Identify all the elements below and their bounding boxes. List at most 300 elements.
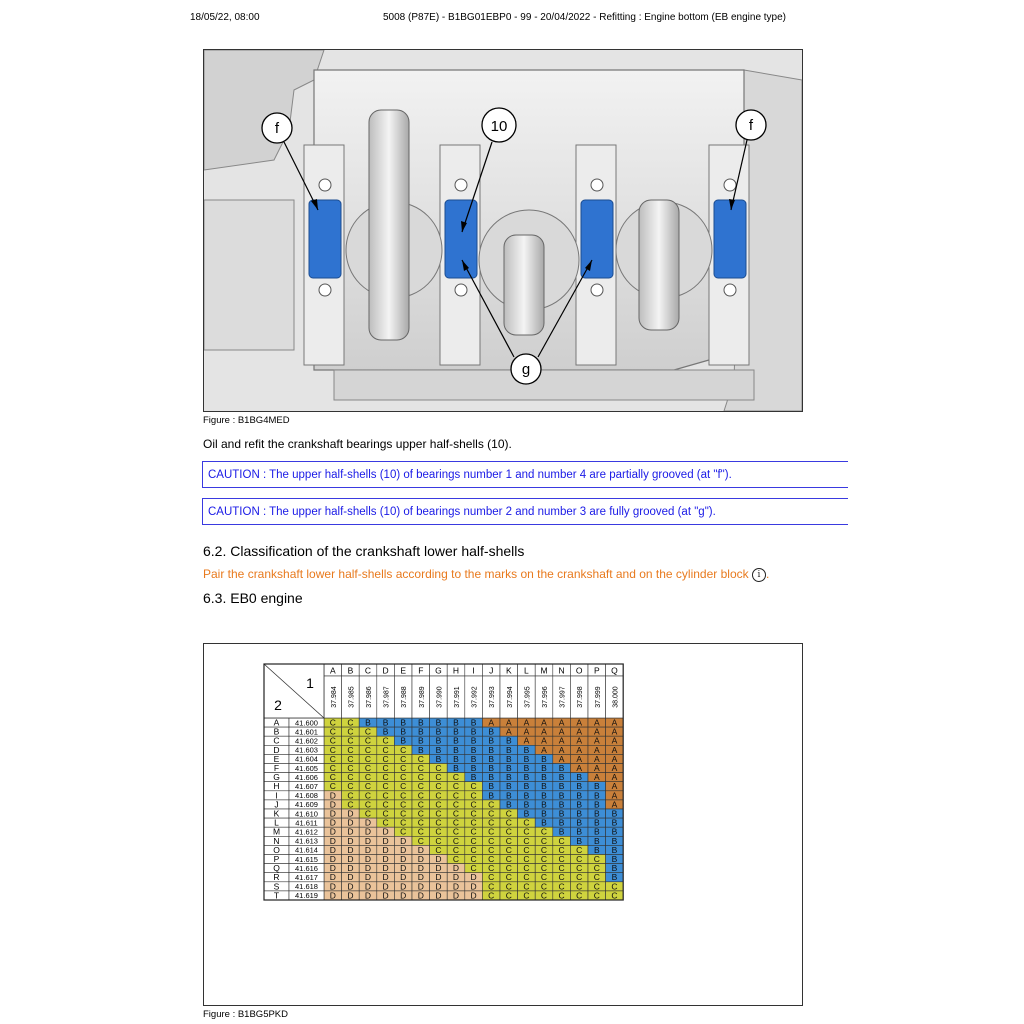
grid-cell-label: C bbox=[470, 781, 477, 792]
grid-cell-label: C bbox=[505, 881, 512, 892]
grid-cell-label: B bbox=[470, 717, 477, 728]
grid-cell-label: B bbox=[453, 753, 459, 764]
col-letter: B bbox=[347, 665, 354, 676]
col-letter: Q bbox=[611, 665, 618, 676]
grid-cell-label: A bbox=[541, 744, 547, 755]
grid-cell-label: C bbox=[435, 808, 442, 819]
row-value: 41.605 bbox=[295, 763, 318, 773]
grid-cell-label: B bbox=[400, 717, 407, 728]
row-letter: B bbox=[273, 726, 280, 737]
grid-cell-label: C bbox=[470, 826, 477, 837]
grid-cell-label: B bbox=[576, 808, 583, 819]
grid-cell-label: D bbox=[435, 890, 442, 901]
row-value: 41.616 bbox=[295, 863, 318, 873]
grid-cell-label: A bbox=[558, 744, 565, 755]
row-letter: I bbox=[275, 790, 278, 801]
grid-cell-label: A bbox=[488, 717, 495, 728]
grid-cell-label: B bbox=[593, 835, 600, 846]
grid-cell-label: C bbox=[488, 835, 495, 846]
grid-cell-label: B bbox=[488, 763, 495, 773]
grid-cell-label: B bbox=[593, 808, 600, 819]
grid-cell-label: C bbox=[576, 890, 583, 901]
grid-cell-label: C bbox=[382, 735, 389, 746]
instruction-text: Oil and refit the crankshaft bearings upper half-shells (10). bbox=[203, 437, 512, 451]
grid-cell-label: B bbox=[541, 763, 547, 773]
row-value: 41.600 bbox=[295, 718, 318, 728]
grid-cell-label: C bbox=[523, 817, 530, 828]
grid-cell-label: B bbox=[505, 772, 512, 783]
grid-cell-label: B bbox=[417, 744, 424, 755]
grid-cell-label: D bbox=[347, 881, 354, 892]
grid-cell-label: D bbox=[364, 881, 372, 892]
corner-bottom-label: 2 bbox=[274, 697, 282, 713]
grid-cell-label: C bbox=[452, 781, 460, 792]
grid-cell-label: B bbox=[505, 790, 512, 801]
info-circle-icon[interactable]: i bbox=[752, 568, 766, 582]
grid-cell-label: D bbox=[329, 817, 336, 828]
grid-cell-label: C bbox=[470, 790, 477, 801]
grid-cell-label: C bbox=[347, 799, 354, 810]
caution-box-2 bbox=[202, 498, 848, 525]
grid-cell-label: C bbox=[347, 717, 354, 728]
caution-text: : The upper half-shells (10) of bearings number 1 and number 4 are partially grooved (at "f"). bbox=[259, 469, 732, 481]
grid-cell-label: D bbox=[329, 872, 336, 883]
grid-cell-label: D bbox=[347, 854, 354, 864]
grid-cell-label: C bbox=[488, 854, 495, 864]
grid-cell-label: D bbox=[452, 863, 460, 874]
grid-cell-label: C bbox=[576, 881, 583, 892]
grid-cell-label: C bbox=[611, 881, 618, 892]
grid-cell-label: C bbox=[382, 808, 389, 819]
col-letter: O bbox=[575, 665, 583, 676]
grid-cell-label: C bbox=[576, 872, 583, 883]
grid-cell-label: B bbox=[470, 772, 477, 783]
grid-cell-label: C bbox=[470, 854, 477, 864]
grid-cell-label: A bbox=[611, 772, 618, 783]
grid-cell-label: C bbox=[329, 781, 336, 792]
grid-cell-label: C bbox=[400, 763, 407, 773]
grid-cell-label: C bbox=[523, 863, 530, 874]
row-letter: S bbox=[273, 881, 280, 892]
grid-cell-label: A bbox=[541, 717, 547, 728]
grid-cell-label: B bbox=[523, 753, 530, 764]
grid-cell-label: D bbox=[329, 863, 336, 874]
grid-cell-label: B bbox=[611, 826, 618, 837]
grid-cell-label: C bbox=[452, 799, 460, 810]
grid-cell-label: B bbox=[505, 753, 512, 764]
grid-cell-label: B bbox=[558, 763, 565, 773]
grid-cell-label: C bbox=[488, 881, 495, 892]
grid-cell-label: D bbox=[452, 872, 460, 883]
grid-cell-label: C bbox=[417, 808, 424, 819]
grid-cell-label: B bbox=[435, 735, 442, 746]
grid-cell-label: C bbox=[593, 872, 600, 883]
row-letter: Q bbox=[273, 863, 280, 874]
grid-cell-label: C bbox=[382, 799, 389, 810]
grid-cell-label: C bbox=[470, 817, 477, 828]
grid-cell-label: B bbox=[435, 726, 442, 737]
header-doc-ref: 5008 (P87E) - B1BG01EBP0 - 99 - 20/04/2022 - Refitting : Engine bottom (EB engine type) bbox=[383, 12, 787, 23]
grid-cell-label: D bbox=[382, 854, 389, 864]
col-value: 38.000 bbox=[612, 686, 620, 708]
col-letter: G bbox=[435, 665, 442, 676]
col-letter: F bbox=[418, 665, 424, 676]
grid-cell-label: C bbox=[558, 854, 565, 864]
row-value: 41.612 bbox=[295, 827, 318, 837]
grid-cell-label: C bbox=[505, 844, 512, 855]
row-value: 41.614 bbox=[295, 845, 318, 855]
col-letter: J bbox=[489, 665, 494, 676]
col-value: 37.997 bbox=[559, 686, 567, 708]
grid-cell-label: D bbox=[347, 844, 354, 855]
grid-cell-label: C bbox=[435, 781, 442, 792]
grid-cell-label: A bbox=[611, 781, 618, 792]
col-letter: A bbox=[329, 665, 336, 676]
grid-cell-label: C bbox=[382, 781, 389, 792]
grid-cell-label: A bbox=[558, 726, 565, 737]
grid-cell-label: A bbox=[593, 753, 600, 764]
grid-cell-label: D bbox=[364, 844, 372, 855]
col-value: 37.999 bbox=[594, 686, 602, 708]
grid-cell-label: C bbox=[611, 890, 618, 901]
grid-cell-label: D bbox=[400, 854, 407, 864]
grid-cell-label: C bbox=[523, 881, 530, 892]
col-value: 37.987 bbox=[383, 686, 391, 708]
grid-cell-label: B bbox=[488, 735, 495, 746]
grid-cell-label: D bbox=[417, 863, 424, 874]
row-letter: T bbox=[273, 890, 280, 901]
col-letter: P bbox=[593, 665, 600, 676]
grid-cell-label: C bbox=[400, 826, 407, 837]
grid-cell-label: B bbox=[576, 781, 583, 792]
grid-cell-label: D bbox=[382, 881, 389, 892]
grid-cell-label: D bbox=[435, 863, 442, 874]
figure1-caption: Figure : B1BG4MED bbox=[203, 415, 290, 426]
grid-cell-label: D bbox=[417, 872, 424, 883]
grid-cell-label: D bbox=[347, 890, 354, 901]
row-value: 41.606 bbox=[295, 772, 318, 782]
grid-cell-label: C bbox=[452, 844, 460, 855]
grid-cell-label: A bbox=[576, 753, 583, 764]
grid-cell-label: D bbox=[382, 872, 389, 883]
grid-cell-label: B bbox=[541, 753, 547, 764]
grid-cell-label: B bbox=[523, 790, 530, 801]
grid-cell-label: B bbox=[488, 772, 495, 783]
grid-cell-label: D bbox=[417, 844, 424, 855]
grid-cell-label: C bbox=[470, 835, 477, 846]
grid-cell-label: B bbox=[523, 799, 530, 810]
classification-figure bbox=[203, 643, 803, 1006]
grid-cell-label: C bbox=[558, 835, 565, 846]
grid-cell-label: C bbox=[400, 808, 407, 819]
grid-cell-label: B bbox=[470, 735, 477, 746]
row-value: 41.609 bbox=[295, 800, 318, 810]
col-letter: M bbox=[540, 665, 548, 676]
grid-cell-label: D bbox=[400, 890, 407, 901]
grid-cell-label: C bbox=[435, 799, 442, 810]
grid-cell-label: B bbox=[505, 744, 512, 755]
grid-cell-label: A bbox=[541, 726, 547, 737]
grid-cell-label: C bbox=[400, 799, 407, 810]
row-letter: R bbox=[273, 872, 280, 883]
grid-cell-label: B bbox=[470, 763, 477, 773]
col-value: 37.988 bbox=[401, 686, 409, 708]
col-letter: K bbox=[505, 665, 512, 676]
grid-cell-label: B bbox=[576, 790, 583, 801]
grid-cell-label: B bbox=[593, 844, 600, 855]
grid-cell-label: C bbox=[435, 763, 442, 773]
grid-cell-label: B bbox=[488, 781, 495, 792]
grid-cell-label: C bbox=[540, 890, 548, 901]
grid-cell-label: A bbox=[611, 799, 618, 810]
grid-cell-label: C bbox=[558, 872, 565, 883]
row-letter: F bbox=[273, 763, 280, 773]
grid-cell-label: B bbox=[365, 717, 371, 728]
grid-cell-label: C bbox=[400, 753, 407, 764]
grid-cell-label: C bbox=[329, 772, 336, 783]
grid-cell-label: C bbox=[364, 735, 372, 746]
grid-cell-label: B bbox=[611, 854, 618, 864]
grid-cell-label: C bbox=[452, 817, 460, 828]
col-value: 37.984 bbox=[330, 686, 338, 708]
grid-cell-label: D bbox=[382, 826, 389, 837]
col-letter: I bbox=[472, 665, 475, 676]
grid-cell-label: B bbox=[523, 808, 530, 819]
grid-cell-label: C bbox=[435, 844, 442, 855]
grid-cell-label: C bbox=[540, 854, 548, 864]
grid-cell-label: B bbox=[453, 763, 459, 773]
grid-cell-label: B bbox=[593, 799, 600, 810]
grid-cell-label: B bbox=[611, 808, 618, 819]
grid-cell-label: D bbox=[364, 863, 372, 874]
col-value: 37.994 bbox=[506, 686, 514, 708]
grid-cell-label: C bbox=[329, 735, 336, 746]
grid-cell-label: D bbox=[329, 799, 336, 810]
row-letter: O bbox=[273, 844, 280, 855]
grid-cell-label: B bbox=[541, 790, 547, 801]
grid-cell-label: C bbox=[505, 872, 512, 883]
grid-cell-label: A bbox=[523, 717, 530, 728]
grid-cell-label: C bbox=[435, 835, 442, 846]
col-value: 37.992 bbox=[471, 686, 479, 708]
grid-cell-label: A bbox=[558, 753, 565, 764]
row-value: 41.608 bbox=[295, 791, 318, 801]
grid-cell-label: C bbox=[452, 854, 460, 864]
grid-cell-label: D bbox=[329, 790, 336, 801]
grid-cell-label: C bbox=[593, 854, 600, 864]
grid-cell-label: C bbox=[435, 790, 442, 801]
grid-cell-label: D bbox=[470, 890, 477, 901]
grid-cell-label: C bbox=[452, 772, 460, 783]
caution-keyword: CAUTION bbox=[208, 469, 260, 481]
grid-cell-label: D bbox=[382, 863, 389, 874]
grid-cell-label: C bbox=[488, 826, 495, 837]
col-letter: C bbox=[364, 665, 372, 676]
grid-cell-label: B bbox=[593, 790, 600, 801]
engine-block-illustration bbox=[204, 50, 802, 411]
grid-cell-label: B bbox=[523, 781, 530, 792]
grid-cell-label: B bbox=[453, 717, 459, 728]
row-value: 41.601 bbox=[295, 727, 318, 737]
grid-cell-label: C bbox=[347, 772, 354, 783]
grid-cell-label: A bbox=[576, 744, 583, 755]
grid-cell-label: C bbox=[523, 890, 530, 901]
grid-cell-label: C bbox=[540, 881, 548, 892]
grid-cell-label: A bbox=[611, 735, 618, 746]
grid-cell-label: B bbox=[611, 844, 618, 855]
grid-cell-label: B bbox=[417, 735, 424, 746]
grid-cell-label: C bbox=[505, 826, 512, 837]
grid-cell-label: C bbox=[576, 854, 583, 864]
grid-cell-label: C bbox=[364, 799, 372, 810]
row-value: 41.610 bbox=[295, 809, 318, 819]
grid-cell-label: B bbox=[505, 735, 512, 746]
grid-cell-label: D bbox=[329, 826, 336, 837]
grid-cell-label: C bbox=[593, 881, 600, 892]
grid-cell-label: B bbox=[523, 744, 530, 755]
grid-cell-label: B bbox=[470, 753, 477, 764]
grid-cell-label: C bbox=[488, 799, 495, 810]
grid-cell-label: C bbox=[382, 790, 389, 801]
col-value: 37.998 bbox=[577, 686, 585, 708]
grid-cell-label: B bbox=[541, 799, 547, 810]
grid-cell-label: B bbox=[400, 735, 407, 746]
grid-cell-label: D bbox=[329, 881, 336, 892]
grid-cell-label: C bbox=[400, 772, 407, 783]
grid-cell-label: B bbox=[611, 817, 618, 828]
grid-cell-label: A bbox=[576, 763, 583, 773]
col-value: 37.995 bbox=[524, 686, 532, 708]
grid-cell-label: C bbox=[417, 772, 424, 783]
grid-cell-label: C bbox=[347, 726, 354, 737]
grid-cell-label: D bbox=[400, 835, 407, 846]
grid-cell-label: D bbox=[347, 835, 354, 846]
col-value: 37.989 bbox=[418, 686, 426, 708]
grid-cell-label: B bbox=[523, 763, 530, 773]
grid-cell-label: D bbox=[417, 881, 424, 892]
grid-cell-label: A bbox=[593, 717, 600, 728]
grid-cell-label: D bbox=[347, 808, 354, 819]
grid-cell-label: C bbox=[435, 817, 442, 828]
corner-top-label: 1 bbox=[306, 675, 314, 691]
grid-cell-label: B bbox=[488, 790, 495, 801]
grid-cell-label: D bbox=[347, 863, 354, 874]
col-value: 37.986 bbox=[366, 686, 373, 708]
grid-cell-label: C bbox=[593, 863, 600, 874]
grid-cell-label: A bbox=[593, 726, 600, 737]
grid-cell-label: B bbox=[435, 744, 442, 755]
grid-cell-label: C bbox=[347, 790, 354, 801]
row-value: 41.604 bbox=[295, 754, 318, 764]
grid-cell-label: B bbox=[541, 781, 547, 792]
grid-cell-label: B bbox=[576, 835, 583, 846]
grid-cell-label: C bbox=[488, 808, 495, 819]
grid-cell-label: C bbox=[488, 863, 495, 874]
grid-cell-label: C bbox=[470, 863, 477, 874]
col-letter: H bbox=[452, 665, 460, 676]
grid-cell-label: C bbox=[435, 826, 442, 837]
row-value: 41.613 bbox=[295, 836, 318, 846]
grid-cell-label: B bbox=[382, 717, 389, 728]
grid-cell-label: C bbox=[382, 817, 389, 828]
grid-cell-label: B bbox=[435, 753, 442, 764]
section-62-trailing: . bbox=[765, 567, 770, 581]
grid-cell-label: D bbox=[329, 835, 336, 846]
row-letter: J bbox=[274, 799, 279, 810]
grid-cell-label: C bbox=[470, 844, 477, 855]
grid-cell-label: D bbox=[364, 854, 372, 864]
grid-cell-label: C bbox=[505, 854, 512, 864]
grid-cell-label: A bbox=[593, 772, 600, 783]
grid-cell-label: B bbox=[593, 817, 600, 828]
grid-cell-label: A bbox=[611, 790, 618, 801]
grid-cell-label: A bbox=[611, 763, 618, 773]
grid-cell-label: C bbox=[488, 890, 495, 901]
caution-keyword: CAUTION bbox=[208, 506, 260, 518]
grid-cell-label: D bbox=[347, 826, 354, 837]
grid-cell-label: C bbox=[347, 763, 354, 773]
grid-cell-label: C bbox=[417, 835, 424, 846]
grid-cell-label: C bbox=[470, 799, 477, 810]
grid-cell-label: C bbox=[488, 872, 495, 883]
grid-cell-label: B bbox=[505, 763, 512, 773]
grid-cell-label: B bbox=[488, 744, 495, 755]
grid-cell-label: C bbox=[523, 844, 530, 855]
grid-cell-label: C bbox=[382, 753, 389, 764]
row-letter: H bbox=[273, 781, 280, 792]
grid-cell-label: C bbox=[593, 890, 600, 901]
grid-cell-label: D bbox=[347, 872, 354, 883]
grid-cell-label: A bbox=[505, 717, 512, 728]
grid-cell-label: C bbox=[505, 817, 512, 828]
callout-f-right-label: f bbox=[748, 117, 754, 134]
grid-cell-label: C bbox=[505, 890, 512, 901]
grid-cell-label: D bbox=[382, 835, 389, 846]
grid-cell-label: C bbox=[382, 772, 389, 783]
grid-cell-label: A bbox=[576, 717, 583, 728]
grid-cell-label: A bbox=[593, 735, 600, 746]
grid-cell-label: B bbox=[453, 735, 459, 746]
grid-cell-label: B bbox=[470, 744, 477, 755]
grid-cell-label: C bbox=[364, 753, 372, 764]
grid-cell-label: D bbox=[452, 890, 460, 901]
row-value: 41.617 bbox=[295, 873, 318, 882]
grid-cell-label: B bbox=[541, 808, 547, 819]
grid-cell-label: D bbox=[364, 872, 372, 883]
grid-cell-label: D bbox=[435, 854, 442, 864]
grid-cell-label: B bbox=[470, 726, 477, 737]
section-63-title: 6.3. EB0 engine bbox=[203, 590, 303, 606]
grid-cell-label: A bbox=[611, 726, 618, 737]
grid-cell-label: C bbox=[505, 835, 512, 846]
grid-cell-label: A bbox=[558, 735, 565, 746]
row-letter: E bbox=[273, 753, 280, 764]
grid-cell-label: C bbox=[505, 808, 512, 819]
grid-cell-label: B bbox=[576, 826, 583, 837]
grid-cell-label: C bbox=[452, 808, 460, 819]
grid-cell-label: C bbox=[364, 763, 372, 773]
grid-cell-label: C bbox=[400, 781, 407, 792]
grid-cell-label: C bbox=[364, 744, 372, 755]
grid-cell-label: C bbox=[558, 844, 565, 855]
row-value: 41.603 bbox=[295, 745, 318, 755]
grid-cell-label: A bbox=[611, 753, 618, 764]
grid-cell-label: D bbox=[364, 890, 372, 901]
grid-cell-label: C bbox=[347, 735, 354, 746]
grid-cell-label: C bbox=[417, 763, 424, 773]
grid-cell-label: C bbox=[347, 781, 354, 792]
engine-block-figure bbox=[203, 49, 803, 412]
